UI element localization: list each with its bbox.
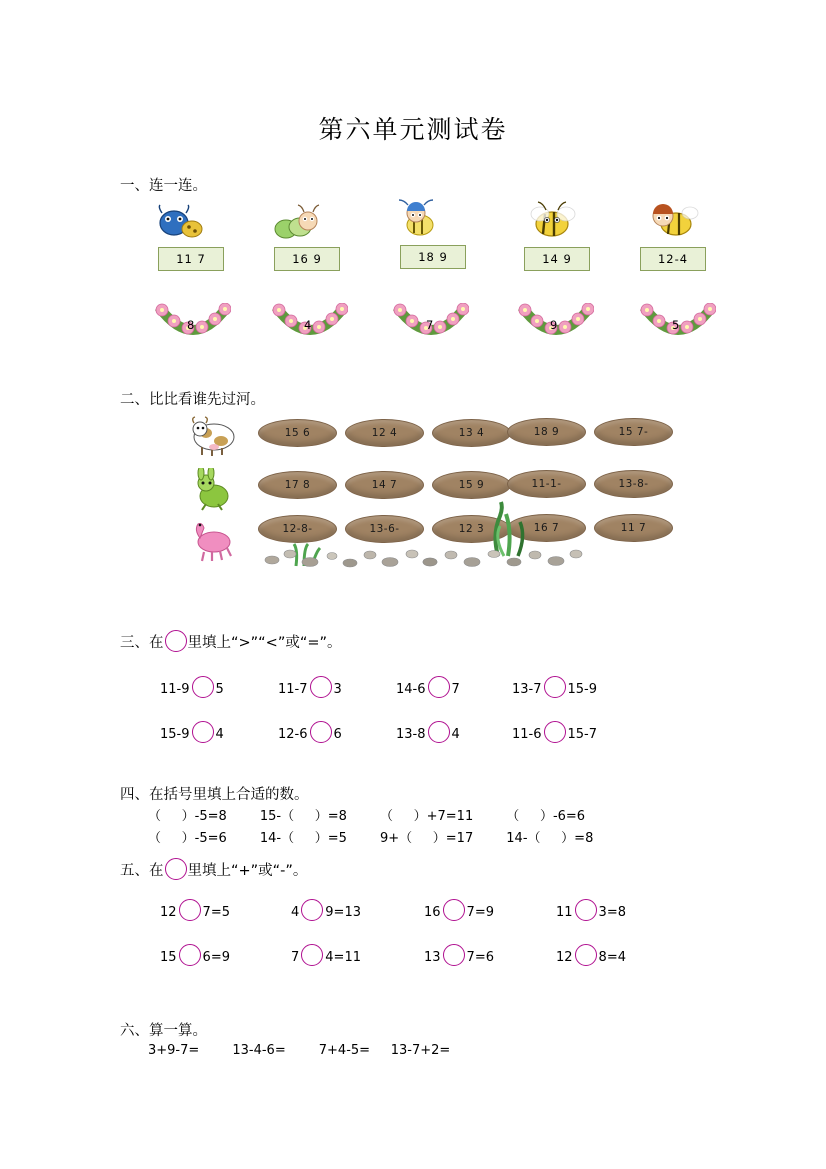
sign-item (291, 899, 361, 921)
match-card[interactable]: 11 7 (158, 247, 224, 271)
stone[interactable]: 13-8- (594, 470, 673, 498)
answer-circle[interactable] (443, 944, 465, 966)
answer-circle[interactable] (575, 899, 597, 921)
answer-circle[interactable] (165, 630, 187, 652)
answer-circle[interactable] (301, 899, 323, 921)
sign-left: 12 (160, 905, 177, 920)
page-title: 第六单元测试卷 (318, 115, 508, 144)
sign-left: 15 (160, 950, 177, 965)
compare-left: 11-9 (160, 682, 190, 697)
sign-item (556, 944, 626, 966)
pebbles (258, 540, 588, 572)
caterpillar-icon (268, 203, 324, 247)
ladybug-icon (152, 203, 208, 247)
sign-right: 8=4 (598, 950, 626, 965)
section-3-label-post: 里填上“>”“<”或“=”。 (187, 635, 342, 651)
section-6-heading: 六、算一算。 (120, 1023, 207, 1039)
answer-circle[interactable] (428, 676, 450, 698)
stone[interactable]: 15 7- (594, 418, 673, 446)
sign-left: 4 (291, 905, 300, 920)
flower-number: 9 (550, 318, 558, 332)
match-card[interactable]: 12-4 (640, 247, 706, 271)
stone[interactable]: 11 7 (594, 514, 673, 542)
answer-circle[interactable] (310, 676, 332, 698)
stone[interactable]: 14 7 (345, 471, 424, 499)
stone[interactable]: 11-1- (507, 470, 586, 498)
stone[interactable]: 12 4 (345, 419, 424, 447)
answer-circle[interactable] (179, 899, 201, 921)
answer-circle[interactable] (310, 721, 332, 743)
flower-number: 7 (426, 318, 434, 332)
section-5-heading (120, 858, 307, 880)
sign-left: 7 (291, 950, 300, 965)
answer-circle[interactable] (165, 858, 187, 880)
stone[interactable]: 15 9 (432, 471, 511, 499)
compare-item (512, 721, 597, 743)
flower-number: 4 (304, 318, 312, 332)
compare-left: 15-9 (160, 727, 190, 742)
compare-right: 4 (451, 727, 460, 742)
flower-number: 5 (672, 318, 680, 332)
fill-blank-row[interactable]: （ ）-5=8 15-（ ）=8 （ ）+7=11 （ ）-6=6 (148, 809, 586, 824)
answer-circle[interactable] (544, 676, 566, 698)
compare-left: 14-6 (396, 682, 426, 697)
compare-item (396, 676, 460, 698)
answer-circle[interactable] (192, 721, 214, 743)
stone[interactable]: 13-6- (345, 515, 424, 543)
sign-item (424, 899, 494, 921)
match-card[interactable]: 16 9 (274, 247, 340, 271)
compare-right: 7 (451, 682, 460, 697)
answer-circle[interactable] (428, 721, 450, 743)
answer-circle[interactable] (301, 944, 323, 966)
compare-item (512, 676, 597, 698)
sign-right: 7=5 (202, 905, 230, 920)
stone[interactable]: 12-8- (258, 515, 337, 543)
stone[interactable]: 17 8 (258, 471, 337, 499)
calculation-row[interactable]: 3+9-7= 13-4-6= 7+4-5= 13-7+2= (148, 1043, 451, 1058)
compare-right: 4 (215, 727, 224, 742)
answer-circle[interactable] (179, 944, 201, 966)
answer-circle[interactable] (192, 676, 214, 698)
stone[interactable]: 12 3 (432, 515, 511, 543)
bee-yellow-icon (524, 200, 580, 244)
section-1-heading: 一、连一连。 (120, 178, 207, 194)
sign-right: 3=8 (598, 905, 626, 920)
sign-item (556, 899, 626, 921)
sign-left: 16 (424, 905, 441, 920)
compare-left: 12-6 (278, 727, 308, 742)
sign-item (424, 944, 494, 966)
answer-circle[interactable] (443, 899, 465, 921)
sign-right: 6=9 (202, 950, 230, 965)
fill-blank-row[interactable]: （ ）-5=6 14-（ ）=5 9+（ ）=17 14-（ ）=8 (148, 831, 594, 846)
horse-icon (186, 518, 238, 562)
compare-left: 11-6 (512, 727, 542, 742)
sign-left: 11 (556, 905, 573, 920)
compare-right: 15-9 (567, 682, 598, 697)
flower-number: 8 (187, 318, 195, 332)
sign-right: 4=11 (325, 950, 361, 965)
section-5-label-pre: 五、在 (120, 863, 164, 879)
sign-item (160, 899, 230, 921)
compare-right: 3 (333, 682, 342, 697)
compare-right: 6 (333, 727, 342, 742)
sign-left: 12 (556, 950, 573, 965)
sign-left: 13 (424, 950, 441, 965)
compare-left: 13-8 (396, 727, 426, 742)
cow-icon (188, 415, 240, 459)
stone[interactable]: 18 9 (507, 418, 586, 446)
section-3-heading (120, 630, 342, 652)
stone[interactable]: 13 4 (432, 419, 511, 447)
bee-blue-icon (394, 199, 450, 243)
answer-circle[interactable] (544, 721, 566, 743)
compare-item (278, 676, 342, 698)
compare-left: 13-7 (512, 682, 542, 697)
answer-circle[interactable] (575, 944, 597, 966)
stone[interactable]: 16 7 (507, 514, 586, 542)
sign-right: 7=9 (466, 905, 494, 920)
section-2-heading: 二、比比看谁先过河。 (120, 392, 265, 408)
rabbit-icon (188, 468, 240, 512)
compare-item (160, 676, 224, 698)
compare-left: 11-7 (278, 682, 308, 697)
sign-right: 7=6 (466, 950, 494, 965)
compare-item (278, 721, 342, 743)
compare-right: 15-7 (567, 727, 598, 742)
stone[interactable]: 15 6 (258, 419, 337, 447)
match-card[interactable]: 14 9 (524, 247, 590, 271)
sign-item (291, 944, 361, 966)
bee-ladybug-icon (646, 200, 702, 244)
sign-right: 9=13 (325, 905, 361, 920)
compare-item (160, 721, 224, 743)
sign-item (160, 944, 230, 966)
compare-right: 5 (215, 682, 224, 697)
section-5-label-post: 里填上“+”或“-”。 (187, 863, 308, 879)
compare-item (396, 721, 460, 743)
section-4-heading: 四、在括号里填上合适的数。 (120, 787, 309, 803)
match-card[interactable]: 18 9 (400, 245, 466, 269)
section-3-label-pre: 三、在 (120, 635, 164, 651)
